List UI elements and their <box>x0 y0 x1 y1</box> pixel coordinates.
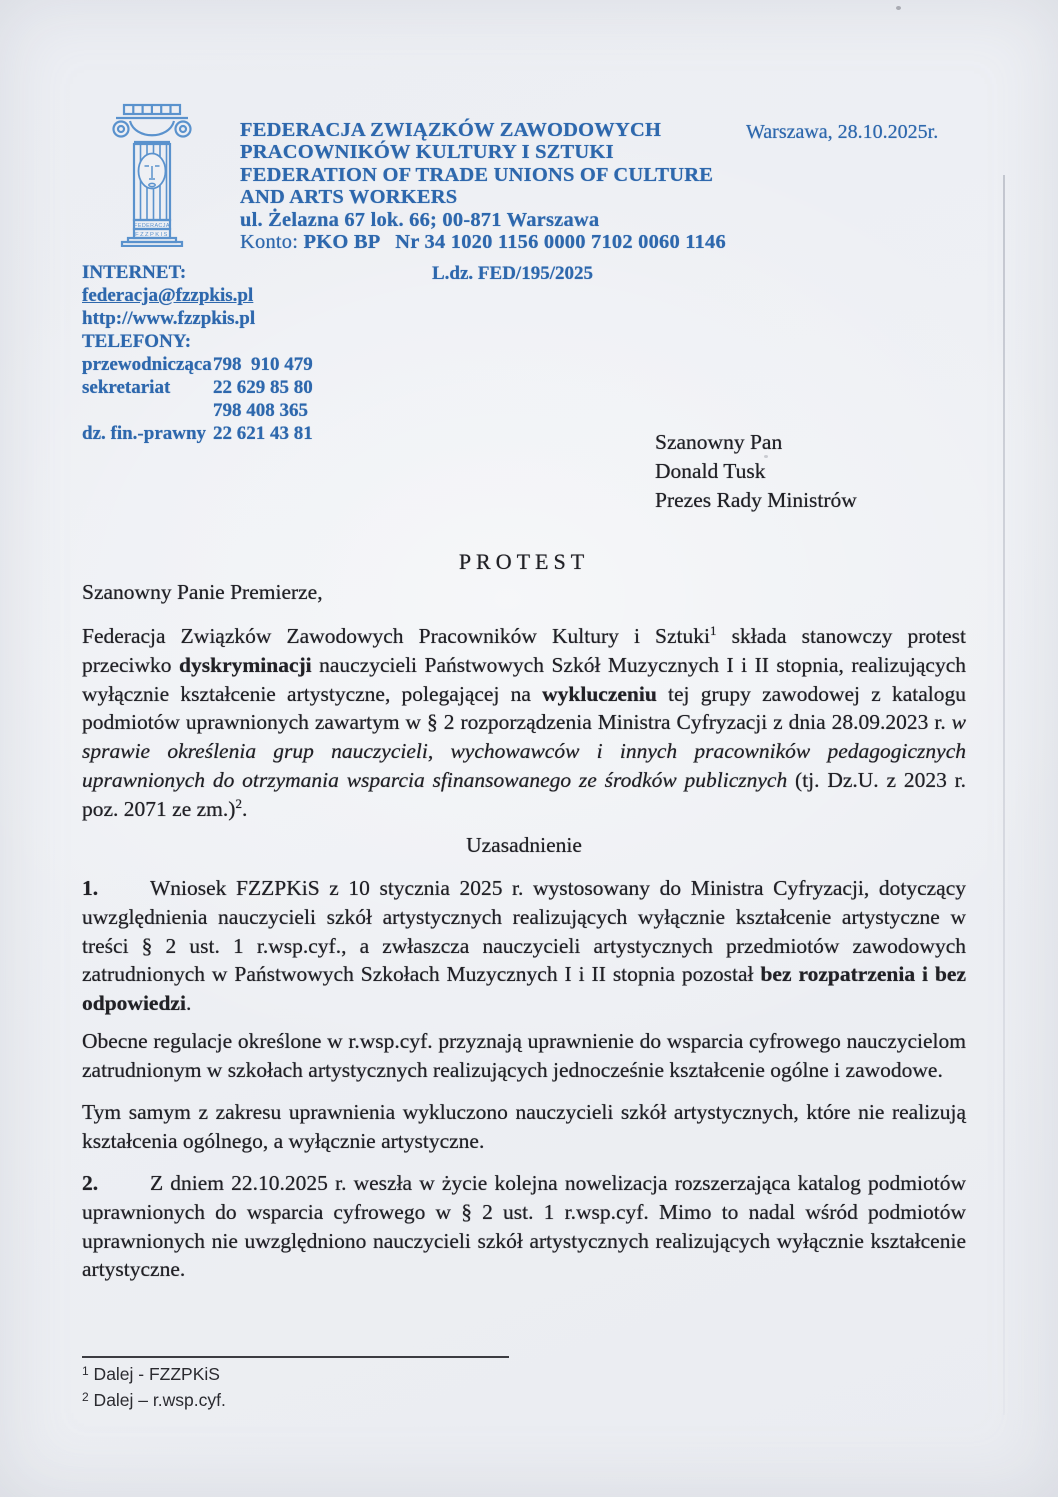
phone-number: 22 621 43 81 <box>213 423 313 444</box>
recipient-block <box>655 428 857 515</box>
section-heading: Uzasadnienie <box>466 833 582 857</box>
emphasis-dyskryminacji: dyskryminacji <box>179 652 312 677</box>
date-line: Warszawa, 28.10.2025r. <box>746 121 939 143</box>
phone-row <box>82 399 313 422</box>
footnote-text: Dalej – r.wsp.cyf. <box>88 1390 226 1410</box>
body-paragraph: Tym samym z zakresu uprawnienia wykluczono nauczycieli szkół artystycznych, które nie realizują kształcenia ogólnego, a wyłącznie artystyczne. <box>82 1100 966 1153</box>
logo-text-fzzpkis: FZZPKIS <box>135 232 169 238</box>
account-label: Konto: <box>240 231 304 254</box>
scan-artifact-speck <box>764 455 768 458</box>
footnote-separator <box>82 1356 509 1358</box>
justification-item-2 <box>82 1169 966 1284</box>
text-segment: składa stanowczy protest przeciwko <box>82 624 967 677</box>
regulation-title-italic: w sprawie określenia grup nauczycieli, wychowawców i innych pracowników pedagogicznych uprawnionych do otrzymania wsparcia sfinansowanego ze środków publicznych <box>82 710 966 792</box>
item-number: 2. <box>82 1171 99 1195</box>
footnote-2 <box>82 1390 226 1411</box>
org-address: ul. Żelazna 67 lok. 66; 00-871 Warszawa <box>240 208 600 231</box>
logo-text-federacja: FEDERACJA <box>134 223 170 229</box>
body-paragraph: Obecne regulacje określone w r.wsp.cyf. przyznają uprawnienie do wsparcia cyfrowego nauczycielom zatrudnionym w szkołach artystycznych realizujących jednocześnie kształcenie ogólne i zawodowe. <box>82 1029 966 1082</box>
text-segment: Z dniem 22.10.2025 r. weszła w życie kolejna nowelizacja rozszerzająca katalog podmiotów uprawnionych do wsparcia cyfrowego w § 2 ust. 1 r.wsp.cyf. Mimo to nadal wśród podmiotów uprawnionych nie uwzględniono nauczycieli szkół artystycznych realizujących wyłącznie kształcenie artystyczne. <box>82 1171 966 1282</box>
protest-paragraph <box>82 622 966 824</box>
reference-number: L.dz. FED/195/2025 <box>432 263 593 284</box>
internet-label: INTERNET: <box>82 262 187 283</box>
recipient-name: Donald Tusk <box>655 459 766 483</box>
footnote-ref-1: 1 <box>710 623 717 638</box>
footnote-ref-2: 2 <box>235 795 242 811</box>
phone-number: 798 910 479 <box>213 354 313 375</box>
recipient-salutation: Szanowny Pan <box>655 430 783 454</box>
recipient-title: Prezes Rady Ministrów <box>655 488 857 512</box>
text-segment: tej grupy zawodowej z katalogu podmiotów uprawnionych zawartym w § 2 rozporządzenia Ministra Cyfryzacji z dnia 28.09.2023 r. <box>82 681 966 735</box>
emphasis-wykluczeniu: wykluczeniu <box>542 681 657 706</box>
phone-number: 798 408 365 <box>213 400 308 421</box>
footnote-marker: 2 <box>82 1390 89 1404</box>
text-segment: (tj. Dz.U. z 2023 r. poz. 2071 ze zm.) <box>82 767 967 821</box>
phone-row <box>82 353 313 376</box>
website-url: http://www.fzzpkis.pl <box>82 308 256 329</box>
letterhead-org-block <box>240 119 726 253</box>
footnote-1 <box>82 1364 220 1385</box>
phone-label: sekretariat <box>82 377 171 398</box>
footnote-marker: 1 <box>82 1364 89 1378</box>
footnote-text: Dalej - FZZPKiS <box>88 1364 220 1384</box>
text-segment: Federacja Związków Zawodowych Pracowników Kultury i Sztuki <box>82 624 710 648</box>
text-segment: Wniosek FZZPKiS z 10 stycznia 2025 r. wystosowany do Ministra Cyfryzacji, dotyczący uwzględnienia nauczycieli szkół artystycznych realizujących wyłącznie kształcenie artystyczne w treści § 2 ust. 1 r.wsp.cyf., a zwłaszcza nauczycieli artystycznych przedmiotów zawodowych zatrudnionych w Państwowych Szkołach Muzycznych I i II stopnia pozostał <box>82 876 966 987</box>
org-name-line-4: AND ARTS WORKERS <box>240 186 458 209</box>
org-name-line-2: PRACOWNIKÓW KULTURY I SZTUKI <box>240 141 614 164</box>
phone-row <box>82 422 313 445</box>
text-segment: nauczycieli Państwowych Szkół Muzycznych I i II stopnia, realizujących wyłącznie kształcenie artystyczne, polegającej na <box>82 652 966 706</box>
emphasis-bez-rozpatrzenia: bez rozpatrzenia i bez odpowiedzi <box>82 962 966 1016</box>
phone-label: dz. fin.-prawny <box>82 423 207 444</box>
justification-item-1 <box>82 874 966 1018</box>
organization-column-logo-icon <box>108 103 196 247</box>
scan-artifact-vertical-line <box>1003 175 1005 1415</box>
contact-block <box>82 261 313 445</box>
org-account-line <box>240 231 726 253</box>
account-number: PKO BP Nr 34 1020 1156 0000 7102 0060 1146 <box>303 231 726 254</box>
phones-label: TELEFONY: <box>82 331 192 352</box>
text-segment: . <box>185 991 192 1016</box>
scan-artifact-speck <box>896 6 901 10</box>
phone-row <box>82 376 313 399</box>
phone-label: przewodnicząca <box>82 354 212 375</box>
item-number: 1. <box>82 876 99 900</box>
letter-salutation: Szanowny Panie Premierze, <box>82 580 323 604</box>
document-title: PROTEST <box>458 549 590 574</box>
email-address: federacja@fzzpkis.pl <box>82 285 254 306</box>
text-segment: . <box>241 796 248 821</box>
org-name-line-3: FEDERATION OF TRADE UNIONS OF CULTURE <box>240 163 714 186</box>
org-name-line-1: FEDERACJA ZWIĄZKÓW ZAWODOWYCH <box>240 119 662 141</box>
phone-number: 22 629 85 80 <box>213 377 313 398</box>
